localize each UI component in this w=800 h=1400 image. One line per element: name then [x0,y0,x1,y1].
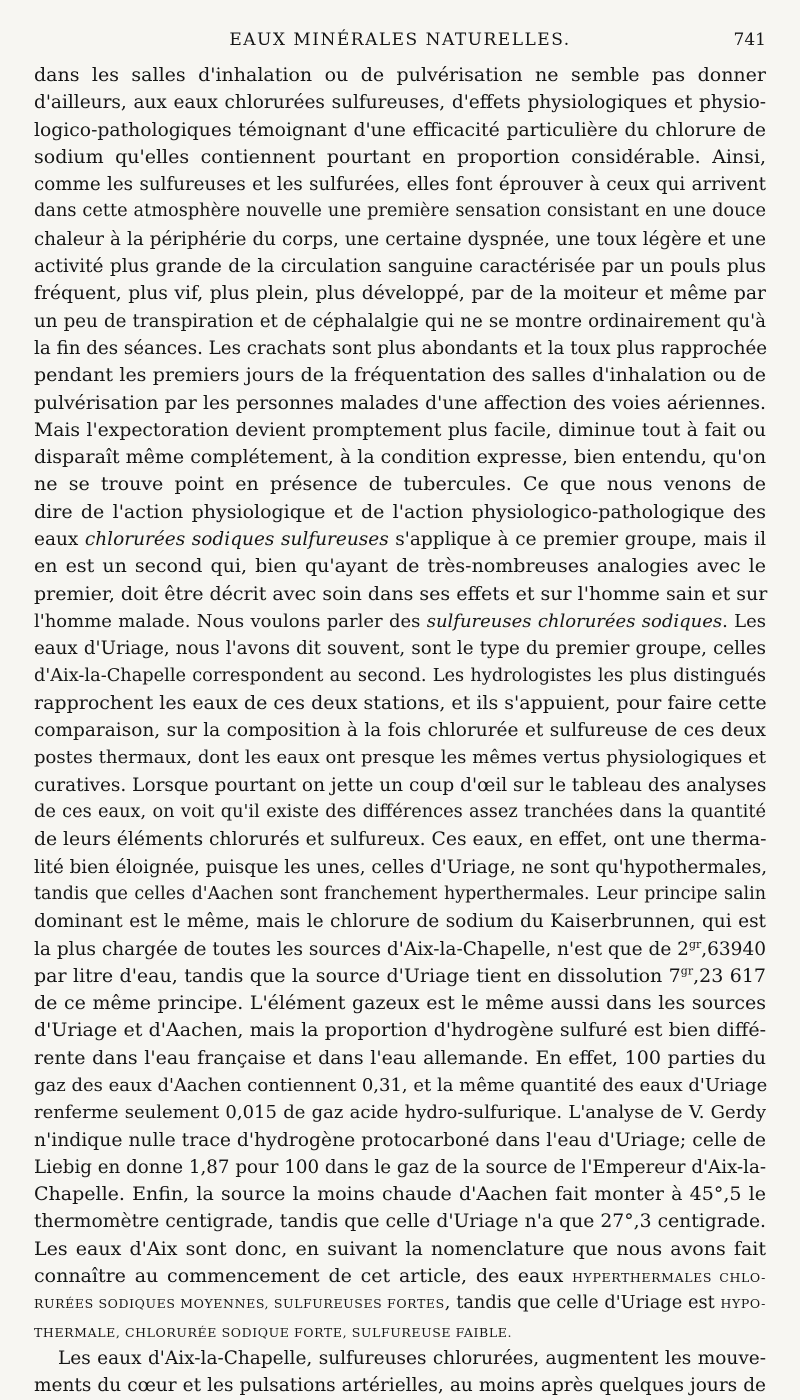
text-line: pulvérisation par les personnes malades d'une affection des voies aériennes. [34,392,766,414]
italic-term: sulfureuses chlorurées sodiques [426,610,723,632]
text-run: ,23 617 [693,964,766,987]
text-line: d'ailleurs, aux eaux chlorurées sulfureuses, d'effets physiologiques et physio- [34,92,766,114]
unit-superscript: gr [680,964,694,978]
text-line [34,608,766,635]
text-line: Liebig en donne 1,87 pour 100 dans le gaz de la source de l'Empereur d'Aix-la- [34,1156,767,1178]
running-title: EAUX MINÉRALES NATURELLES. [229,30,571,50]
text-line [34,1263,766,1290]
text-line: Les eaux d'Aix sont donc, en suivant la nomenclature que nous avons fait [34,1237,766,1260]
text-line: logico-pathologiques témoignant d'une efficacité particulière du chlorure de [34,119,766,141]
text-line: de ces eaux, on voit qu'il existe des différences assez tranchées dans la quantité [34,802,766,823]
text-line: un peu de transpiration et de céphalalgie qui ne se montre ordinairement qu'à [34,310,766,332]
text-line: postes thermaux, dont les eaux ont presque les mêmes vertus physiologiques et [34,747,766,769]
text-line: tandis que celles d'Aachen sont franchement hyperthermales. Leur principe salin [34,883,766,904]
text-line [34,936,766,963]
smallcaps-term: THERMALE, CHLORURÉE SODIQUE FORTE, SULFUREUSE FAIBLE. [34,1324,513,1340]
text-line: d'Aix-la-Chapelle correspondent au second. Les hydrologistes les plus distingués [34,665,766,686]
text-line: dans les salles d'inhalation ou de pulvérisation ne semble pas donner [34,64,766,86]
text-line: thermomètre centigrade, tandis que celle d'Uriage n'a que 27°,3 centigrade. [34,1211,766,1233]
text-line: rente dans l'eau française et dans l'eau allemande. En effet, 100 parties du [34,1046,766,1069]
text-run: s'applique à ce premier groupe, mais il [388,529,766,551]
text-line: gaz des eaux d'Aachen contiennent 0,31, et la même quantité des eaux d'Uriage [34,1074,768,1096]
text-line: sodium qu'elles contiennent pourtant en proportion considérable. Ainsi, [34,145,766,168]
text-line: eaux d'Uriage, nous l'avons dit souvent, sont le type du premier groupe, celles [34,638,766,660]
text-line: pendant les premiers jours de la fréquentation des salles d'inhalation ou de [34,364,766,387]
text-run: la plus chargée de toutes les sources d'Aix-la-Chapelle, n'est que de 2 [34,938,689,960]
text-line: renferme seulement 0,015 de gaz acide hydro-sulfurique. L'analyse de V. Gerdy [34,1102,766,1124]
text-line: Chapelle. Enfin, la source la moins chaude d'Aachen fait monter à 45°,5 le [34,1183,766,1206]
text-line: fréquent, plus vif, plus plein, plus développé, par de la moiteur et même par [34,283,766,305]
text-line: rapprochent les eaux de ces deux stations, et ils s'appuient, pour faire cette [34,691,767,714]
text-line: n'indique nulle trace d'hydrogène protocarboné dans l'eau d'Uriage; celle de [34,1129,766,1151]
text-line: la fin des séances. Les crachats sont plus abondants et la toux plus rapprochée [34,337,768,359]
text-line: d'Uriage et d'Aachen, mais la proportion d'hydrogène sulfuré est bien diffé- [34,1019,766,1042]
text-line: ments du cœur et les pulsations artérielles, au moins après quelques jours de [34,1375,766,1397]
text-line: comparaison, sur la composition à la fois chlorurée et sulfureuse de ces deux [34,720,766,742]
text-line: comme les sulfureuses et les sulfurées, elles font éprouver à ceux qui arrivent [34,174,766,196]
smallcaps-term: HYPERTHERMALES CHLO- [572,1270,766,1286]
text-run: . Les [722,610,766,632]
text-line: Mais l'expectoration devient promptement plus facile, diminue tout à fait ou [34,419,766,441]
text-run: , tandis que celle d'Uriage est [444,1293,721,1314]
text-run: ,63940 [701,938,766,960]
text-line: en est un second qui, bien qu'ayant de très-nombreuses analogies avec le [34,555,766,578]
smallcaps-term: RURÉES SODIQUES MOYENNES, SULFUREUSES FORTES [34,1296,445,1312]
text-line: de ce même principe. L'élément gazeux est le même aussi dans les sources [34,992,766,1015]
text-line: activité plus grande de la circulation sanguine caractérisée par un pouls plus [34,256,766,278]
unit-superscript: gr [688,937,702,951]
text-run: connaître au commencement de cet article, des eaux [34,1265,573,1288]
text-line: premier, doit être décrit avec soin dans ses effets et sur l'homme sain et sur [34,582,768,605]
text-line: curatives. Lorsque pourtant on jette un coup d'œil sur le tableau des analyses [34,774,767,796]
text-line [34,1318,766,1345]
text-line: dans cette atmosphère nouvelle une première sensation consistant en une douce [34,201,766,222]
text-line: disparaît même complétement, à la condition expresse, bien entendu, qu'on [34,446,767,469]
body-text [34,62,766,1400]
text-line [34,1290,766,1317]
text-line: dire de l'action physiologique et de l'action physiologico-pathologique des [34,500,766,523]
paragraph-start-line: Les eaux d'Aix-la-Chapelle, sulfureuses chlorurées, augmentent les mouve- [58,1347,766,1369]
text-line: ne se trouve point en présence de tubercules. Ce que nous venons de [34,473,766,496]
italic-term: chlorurées sodiques sulfureuses [84,529,389,551]
text-line: chaleur à la périphérie du corps, une certaine dyspnée, une toux légère et une [34,228,766,250]
page-number: 741 [733,30,766,50]
text-line [34,526,766,553]
text-line [34,963,766,990]
text-run: l'homme malade. Nous voulons parler des [34,610,427,632]
smallcaps-term: HYPO- [720,1296,766,1312]
text-line: dominant est le même, mais le chlorure de sodium du Kaiserbrunnen, qui est [34,911,766,933]
page-header [34,30,766,54]
text-run: eaux [34,529,85,551]
text-line: lité bien éloignée, puisque les unes, celles d'Uriage, ne sont qu'hypothermales, [34,856,767,878]
text-line: de leurs éléments chlorurés et sulfureux. Ces eaux, en effet, ont une therma- [34,829,767,851]
text-run: par litre d'eau, tandis que la source d'Uriage tient en dissolution 7 [34,964,681,987]
